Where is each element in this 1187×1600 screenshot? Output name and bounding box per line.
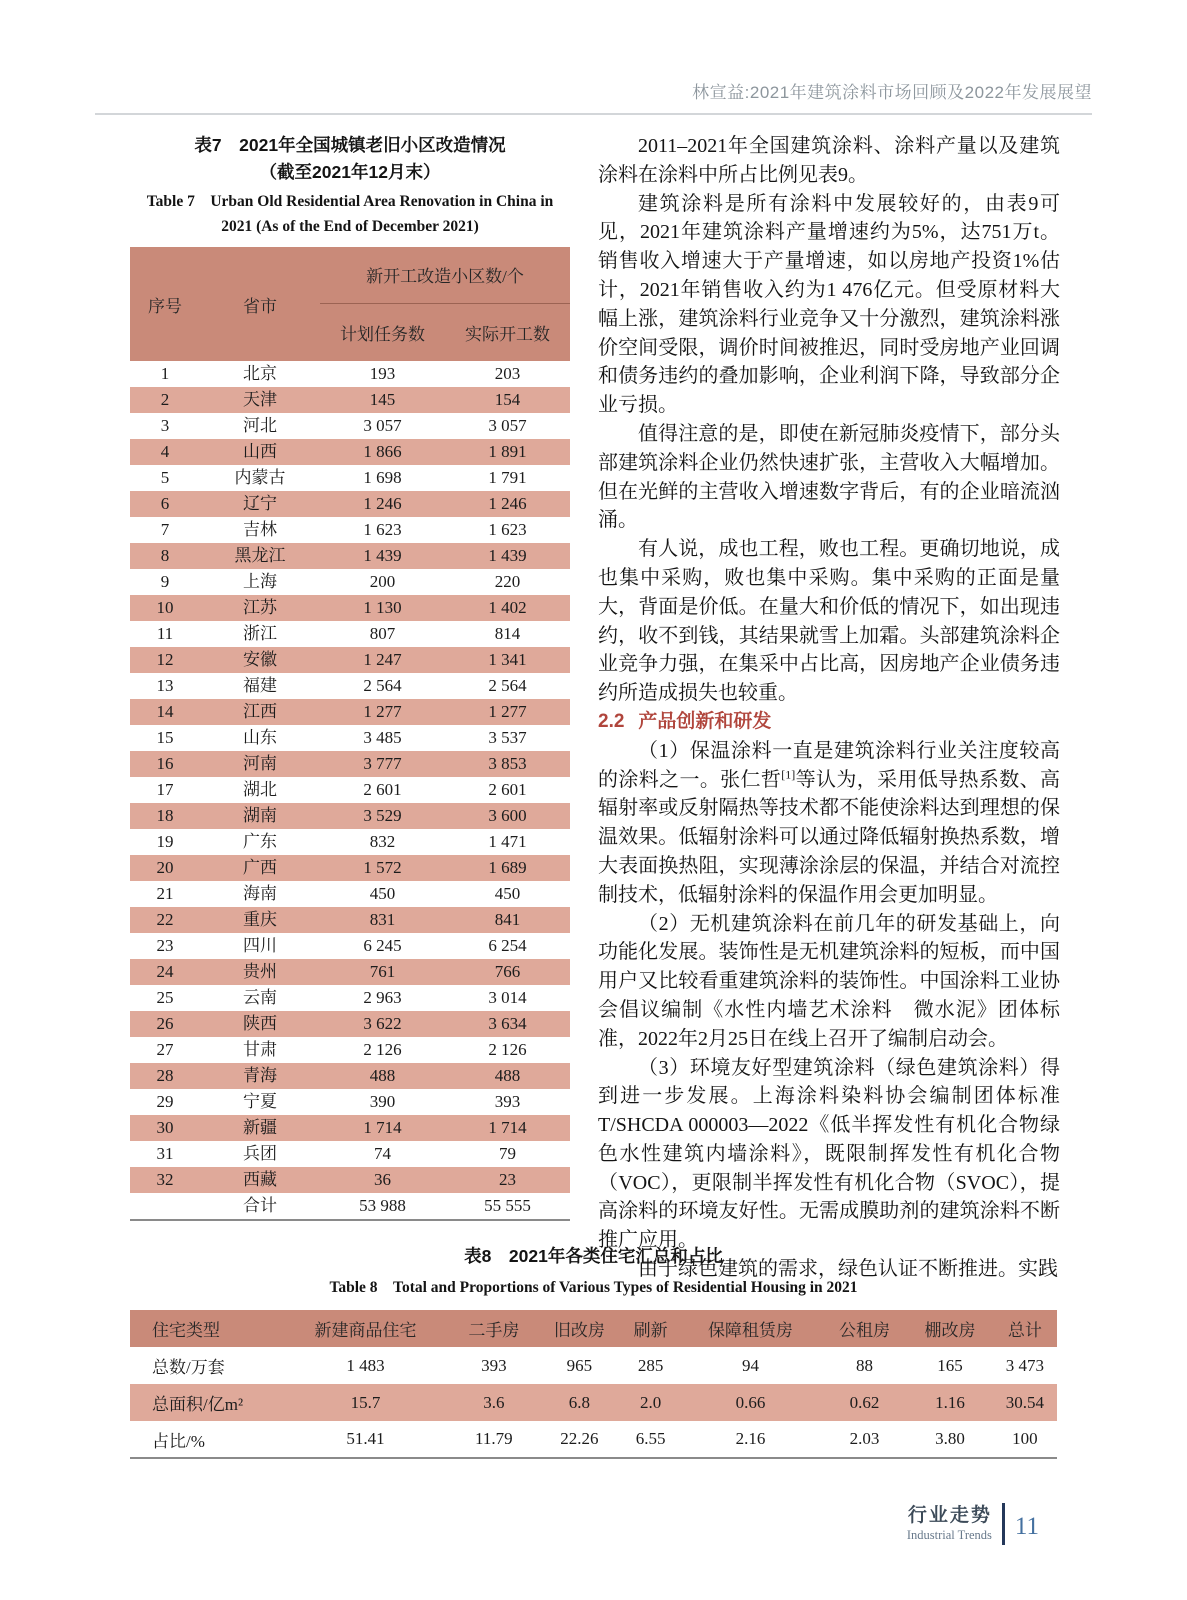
table-cell: 占比/% [152,1431,205,1451]
column-header: 棚改房 [907,1310,993,1347]
paragraph [598,737,1060,910]
table-cell: 51.41 [346,1429,385,1448]
table-cell: 761 [369,962,396,981]
table-row [130,465,570,491]
column-header: 总计 [993,1310,1057,1347]
table-cell: 海南 [243,884,277,903]
table-cell: 10 [156,598,174,617]
table-row [130,803,570,829]
table-cell: 1 572 [363,858,402,877]
table-row [130,829,570,855]
table-row [130,1011,570,1037]
table-row [130,985,570,1011]
table-cell: 3 057 [363,416,402,435]
table-cell: 21 [156,884,174,903]
table-row [130,1115,570,1141]
table-cell: 河南 [243,754,277,773]
table-cell: 26 [156,1014,174,1033]
table-cell: 广西 [243,858,277,877]
column-header-planned: 计划任务数 [320,303,445,361]
table-cell: 青海 [243,1066,277,1085]
table-cell: 3 634 [488,1014,527,1033]
table7-body [130,361,570,1220]
table-cell: 74 [374,1144,391,1163]
table-cell: 2 564 [363,676,402,695]
table-cell: 2 126 [363,1040,402,1059]
table-cell: 9 [160,572,170,591]
table-cell: 6 254 [488,936,527,955]
table-row [130,699,570,725]
table8-body [130,1347,1057,1458]
table-cell: 12 [156,650,174,669]
table-cell: 165 [937,1355,963,1375]
table-row [130,387,570,413]
table-cell: 2.03 [849,1429,880,1448]
table-cell: 814 [494,624,521,643]
table-cell: 27 [156,1040,174,1059]
table-cell: 32 [156,1170,174,1189]
table-row [130,621,570,647]
table-cell: 3 485 [363,728,402,747]
table-cell: 4 [160,442,170,461]
table-cell: 合计 [243,1196,277,1215]
table-row [130,1089,570,1115]
footer-divider [1002,1503,1005,1545]
table-cell: 6.8 [568,1392,590,1412]
table-row [130,777,570,803]
table-cell: 0.66 [735,1392,766,1412]
table-cell: 965 [566,1355,593,1375]
page-number: 11 [1014,1513,1039,1540]
table-cell: 14 [156,702,174,721]
table-row [130,1347,1057,1384]
section-number: 2.2 [598,710,625,732]
table8-section [130,1243,1057,1459]
table-cell: 24 [156,962,174,981]
table-cell: 北京 [243,364,277,383]
table-cell: 1 247 [363,650,402,669]
table-cell: 16 [156,754,174,773]
column-header-province: 省市 [200,247,320,361]
running-title: 林宣益:2021年建筑涂料市场回顾及2022年发展展望 [692,83,1092,102]
table-cell: 1 791 [488,468,527,487]
table-cell: 浙江 [243,624,277,643]
table-cell: 西藏 [243,1170,277,1189]
table-row [130,361,570,387]
table-cell: 吉林 [243,520,277,539]
table-row [130,439,570,465]
table-cell: 1 714 [363,1118,402,1137]
table-row [130,543,570,569]
paragraph: （2）无机建筑涂料在前几年的研发基础上，向功能化发展。装饰性是无机建筑涂料的短板，而中国用户又比较看重建筑涂料的装饰性。中国涂料工业协会倡议编制《水性内墙艺术涂料 微水泥》团体标准，2022年2月25日在线上召开了编制启动会。 [598,912,1060,1050]
table-cell: 23 [156,936,174,955]
table-cell: 19 [156,832,174,851]
column-header: 旧改房 [537,1310,623,1347]
footer-section-en: Industrial Trends [906,1528,992,1542]
table-cell: 25 [156,988,174,1007]
table-cell: 新疆 [243,1118,277,1137]
table-cell: 831 [369,910,396,929]
table-cell: 3 [160,416,170,435]
table-cell: 450 [369,884,396,903]
table-cell: 1.16 [935,1392,965,1412]
table-cell: 6.55 [635,1429,666,1448]
table7-title-zh-line2: （截至2021年12月末） [259,162,441,182]
table-cell: 3 473 [1005,1355,1045,1375]
table-cell: 94 [741,1355,759,1375]
table-cell: 13 [156,676,174,695]
table-cell: 2 963 [363,988,402,1007]
table-cell: 2 126 [488,1040,527,1059]
table-cell: 154 [494,390,521,409]
table-cell: 上海 [243,572,277,591]
table-cell: 15 [156,728,174,747]
table-cell: 1 277 [363,702,402,721]
table-cell: 总数/万套 [152,1358,225,1377]
table-cell: 山东 [243,728,277,747]
table-row [130,933,570,959]
table-cell: 30.54 [1005,1392,1045,1412]
table-cell: 四川 [243,936,277,955]
table-cell: 79 [499,1144,516,1163]
right-column [598,132,1060,1284]
table7-head [130,247,570,361]
main-content [130,132,1060,1284]
table-cell: 重庆 [243,910,277,929]
table-cell: 2.0 [640,1392,662,1412]
table-cell: 15.7 [350,1392,381,1412]
table-row [130,1193,570,1220]
table-cell: 766 [494,962,521,981]
table-cell: 450 [494,884,521,903]
table-cell: 广东 [243,832,277,851]
table-cell: 488 [369,1066,396,1085]
table7-title-zh [130,132,570,186]
table-cell: 2 [160,390,170,409]
table-row [130,413,570,439]
table-cell: 1 341 [488,650,527,669]
table-cell: 393 [481,1355,507,1375]
table-row [130,1141,570,1167]
table-cell: 天津 [243,390,277,409]
table8-housing-table [130,1310,1057,1459]
page-header [95,78,1092,115]
table-row [130,1421,1057,1458]
section-heading [598,708,1060,737]
table-cell: 145 [369,390,396,409]
paragraph-text: 等认为，采用低导热系数、高辐射率或反射隔热等技术都不能使涂料达到理想的保温效果。低辐射涂料可以通过降低辐射换热系数，增大表面换热阻，实现薄涂涂层的保温，并结合对流控制技术，低辐射涂料的保温作用会更加明显。 [598,768,1061,906]
table-cell: 3 777 [363,754,402,773]
footer-labels [907,1505,992,1543]
table-cell: 11 [156,624,174,643]
table-row [130,1037,570,1063]
table-cell: 1 246 [488,494,527,513]
column-header: 公租房 [822,1310,908,1347]
table-cell: 193 [369,364,396,383]
column-header-index: 序号 [130,247,200,361]
table-cell: 393 [494,1092,521,1111]
table-cell: 17 [156,780,174,799]
paragraph-text: （1）保温涂料一直是建筑涂料行业关注度较高的涂料之一。张仁哲 [598,739,1060,791]
table-cell: 湖北 [243,780,277,799]
table-cell: 云南 [243,988,277,1007]
table-cell: 488 [494,1066,521,1085]
column-header: 新建商品住宅 [280,1310,451,1347]
table-cell: 辽宁 [243,494,277,513]
table-cell: 3 014 [488,988,527,1007]
table-row [130,725,570,751]
table-cell: 1 [160,364,170,383]
table-cell: 甘肃 [243,1040,277,1059]
table7-title-zh-line1: 表7 2021年全国城镇老旧小区改造情况 [194,135,506,155]
table-cell: 1 483 [346,1355,385,1375]
paragraph: 建筑涂料是所有涂料中发展较好的，由表9可见，2021年建筑涂料产量增速约为5%，达751万t。销售收入增速大于产量增速，如以房地产投资1%估计，2021年销售收入约为1 476亿元。但受原材料大幅上涨，建筑涂料行业竞争又十分激烈，建筑涂料涨价空间受限，调价时间被推迟，同时受房地产业回调和债务违约的叠加影响，企业利润下降，导致部分企业亏损。 [598,192,1060,417]
table-cell: 3 529 [363,806,402,825]
table-cell: 3 057 [488,416,527,435]
table-cell: 8 [160,546,170,565]
table8-title-en: Table 8 Total and Proportions of Various Types of Residential Housing in 2021 [329,1279,858,1296]
left-column [130,132,570,1284]
table-cell: 3.80 [935,1429,965,1448]
table-cell: 23 [499,1170,516,1189]
table-cell: 22.26 [560,1429,599,1448]
paragraph: 有人说，成也工程，败也工程。更确切地说，成也集中采购，败也集中采购。集中采购的正面是量大，背面是价低。在量大和价低的情况下，如出现违约，收不到钱，其结果就雪上加霜。头部建筑涂料企业竞争力强，在集采中占比高，因房地产企业债务违约所造成损失也较重。 [598,538,1060,705]
table-cell: 5 [160,468,170,487]
table-cell: 100 [1012,1429,1038,1448]
table-cell: 1 130 [363,598,402,617]
table-row [130,1384,1057,1421]
table-cell [130,1193,200,1220]
table-cell: 22 [156,910,174,929]
paragraph: 值得注意的是，即使在新冠肺炎疫情下，部分头部建筑涂料企业仍然快速扩张，主营收入大幅增加。但在光鲜的主营收入增速数字背后，有的企业暗流汹涌。 [598,422,1060,532]
table-row [130,517,570,543]
table-cell: 山西 [243,442,277,461]
table-cell: 220 [494,572,521,591]
table-cell: 3.6 [483,1392,505,1412]
table-cell: 3 853 [488,754,527,773]
table-cell: 湖南 [243,806,277,825]
table-cell: 1 623 [363,520,402,539]
table8-head [130,1310,1057,1347]
table-row [130,881,570,907]
table-cell: 2.16 [735,1429,766,1448]
table-cell: 36 [374,1170,391,1189]
table-cell: 1 623 [488,520,527,539]
column-header-actual: 实际开工数 [445,303,570,361]
table-cell: 内蒙古 [234,468,286,487]
table-cell: 30 [156,1118,174,1137]
table-row [130,1063,570,1089]
table-cell: 贵州 [243,962,277,981]
table-cell: 福建 [243,676,277,695]
table-cell: 6 [160,494,170,513]
table-cell: 1 246 [363,494,402,513]
table-cell: 53 988 [359,1196,406,1215]
table-cell: 832 [369,832,396,851]
table-row [130,959,570,985]
paragraph: 由于绿色建筑的需求，绿色认证不断推进。实践 [638,1258,1058,1281]
table-cell: 3 600 [488,806,527,825]
table-cell: 兵团 [243,1144,277,1163]
column-header: 刷新 [622,1310,679,1347]
table-row [130,673,570,699]
table-cell: 28 [156,1066,174,1085]
table-cell: 1 689 [488,858,527,877]
table-cell: 总面积/亿m² [152,1395,244,1414]
table-cell: 2 601 [363,780,402,799]
table-cell: 841 [494,910,521,929]
table7-renovation-table [130,247,570,1221]
table-cell: 20 [156,858,174,877]
footer-section-zh: 行业走势 [907,1505,992,1526]
table-cell: 陕西 [243,1014,277,1033]
paragraph: （3）环境友好型建筑涂料（绿色建筑涂料）得到进一步发展。上海涂料染料协会编制团体标准T/SHCDA 000003—2022《低半挥发性有机化合物绿色水性建筑内墙涂料》，既限制挥发性有机化合物（VOC），更限制半挥发性有机化合物（SVOC），提高涂料的环境友好性。无需成膜助剂的建筑涂料不断推广应用。 [598,1056,1060,1252]
table-row [130,491,570,517]
column-header: 住宅类型 [130,1310,280,1347]
table-cell: 88 [855,1355,873,1375]
reference-marker: [1] [781,766,796,781]
table8-header-row [130,1310,1057,1347]
table-cell: 河北 [243,416,277,435]
column-header-group: 新开工改造小区数/个 [320,247,570,303]
table-cell: 1 698 [363,468,402,487]
table8-title-zh: 表8 2021年各类住宅汇总和占比 [464,1246,723,1266]
table-cell: 3 537 [488,728,527,747]
page-footer [907,1503,1039,1545]
section-title: 产品创新和研发 [638,710,772,732]
table7-title-en: Table 7 Urban Old Residential Area Renovation in China in 2021 (As of the End of December 2021) [146,193,554,235]
table-cell: 7 [160,520,170,539]
table-row [130,855,570,881]
table-cell: 1 439 [363,546,402,565]
table-cell: 29 [156,1092,174,1111]
table-cell: 2 601 [488,780,527,799]
table-row [130,595,570,621]
table-cell: 1 439 [488,546,527,565]
table-cell: 江西 [243,702,277,721]
table-cell: 11.79 [475,1429,513,1448]
column-header: 二手房 [451,1310,537,1347]
table-row [130,1167,570,1193]
table-cell: 1 866 [363,442,402,461]
table-row [130,907,570,933]
table-cell: 0.62 [849,1392,880,1412]
table-cell: 807 [369,624,396,643]
table-cell: 390 [369,1092,396,1111]
table-cell: 18 [156,806,174,825]
table-row [130,751,570,777]
table-cell: 2 564 [488,676,527,695]
paragraph: 2011–2021年全国建筑涂料、涂料产量以及建筑涂料在涂料中所占比例见表9。 [598,135,1060,186]
table-cell: 55 555 [484,1196,531,1215]
table-cell: 1 714 [488,1118,527,1137]
table-cell: 3 622 [363,1014,402,1033]
table-cell: 1 277 [488,702,527,721]
table-cell: 江苏 [243,598,277,617]
table-row [130,569,570,595]
table-cell: 安徽 [243,650,277,669]
table7-header-row-1 [130,247,570,303]
table-cell: 宁夏 [243,1092,277,1111]
table-cell: 黑龙江 [234,546,286,565]
table-cell: 1 891 [488,442,527,461]
column-header: 保障租赁房 [679,1310,822,1347]
table-cell: 203 [494,364,521,383]
table-cell: 1 471 [488,832,527,851]
table-cell: 1 402 [488,598,527,617]
table-cell: 285 [637,1355,664,1375]
table-cell: 6 245 [363,936,402,955]
table-cell: 31 [156,1144,174,1163]
table-row [130,647,570,673]
table-cell: 200 [369,572,396,591]
